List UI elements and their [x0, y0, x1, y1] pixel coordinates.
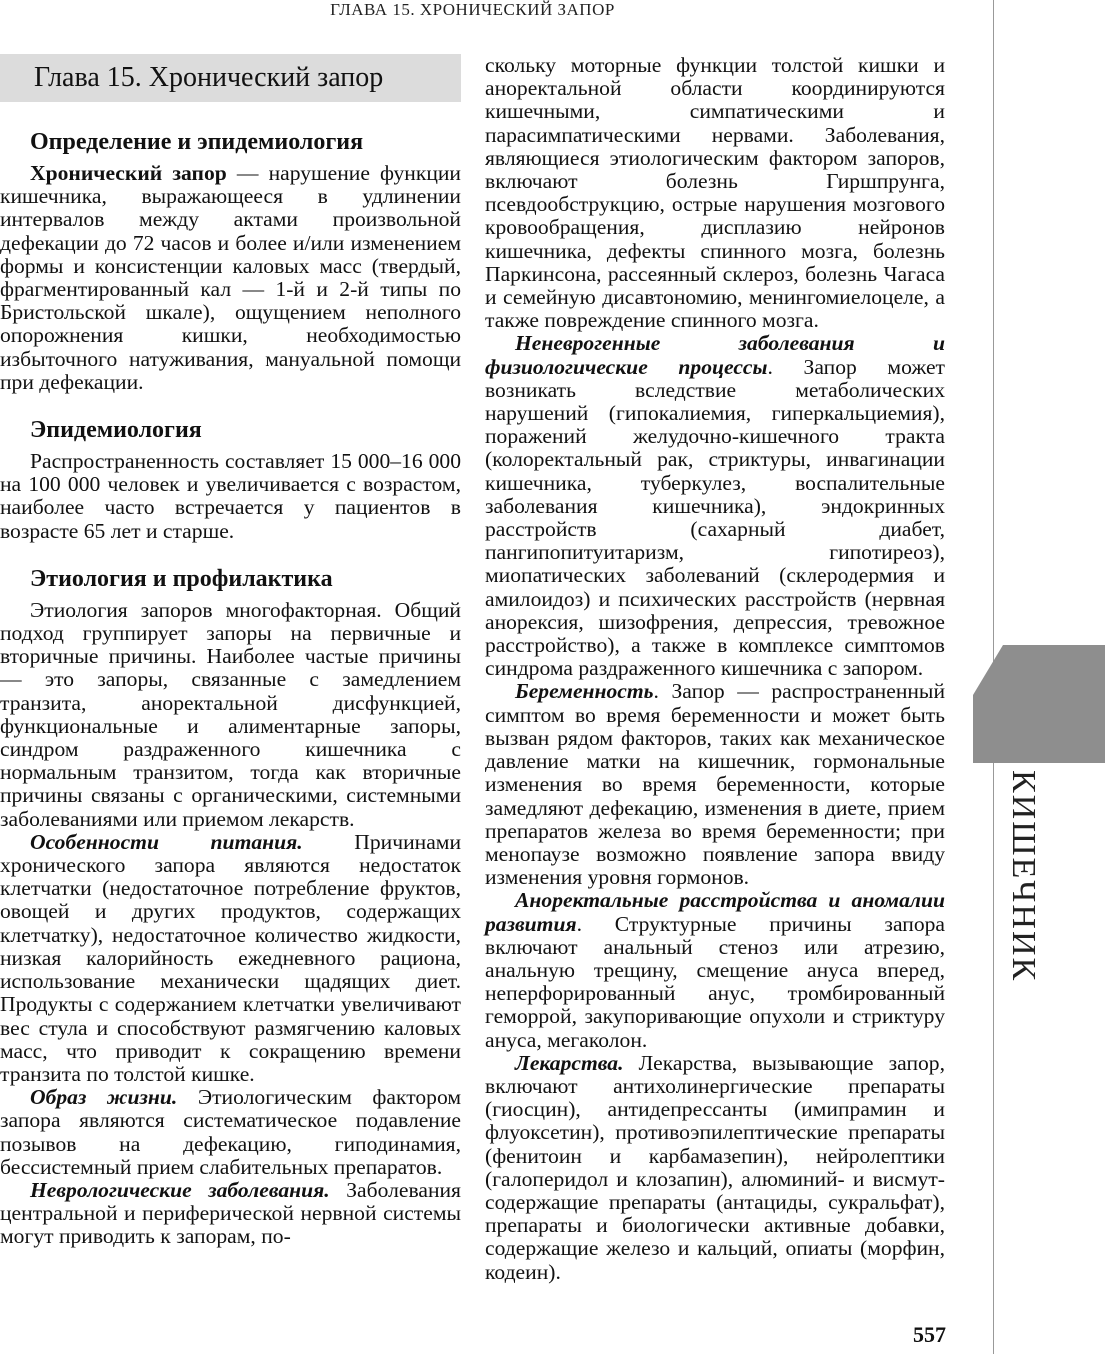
- paragraph-pregnancy: [485, 680, 945, 889]
- paragraph-text: Лекарства, вызывающие запор, включают антихолинергические препараты (гиосцин), антидепрессанты (имипрамин и флуоксетин), противоэпилептические препараты (фенитоин и карбамазепин), нейролептики (галоперидол и клозапин), алюминий- и висмут-содержащие препараты (антациды, сукральфат), препараты и биологически активные добавки, содержащие железо и кальций, опиаты (морфин, кодеин).: [485, 1050, 945, 1284]
- paragraph-text: — нарушение функции кишечника, выражающееся в удлинении интервалов между актами произвольной дефекации до 72 часов и более и/или изменением формы и консистенции каловых масс (твердый, фрагментированный кал — 1-й и 2-й типы по Бристольской шкале), ощущением неполного опорожнения кишки, необходимостью избыточного натуживания, мануальной помощи при дефекации.: [0, 161, 461, 394]
- paragraph-neurological-continued: скольку моторные функции толстой кишки и аноректальной области координируются кишечными, симпатическими и парасимпатическими нервами. Заболевания, являющиеся этиологическим фактором запоров, включают болезнь Гиршпрунга, псевдообструкцию, острые нарушения мозгового кровообращения, дисплазию нейронов кишечника, дефекты спинного мозга, болезнь Паркинсона, рассеянный склероз, болезнь Чагаса и семейную дисавтономию, менингомиелоцеле, а также повреждение спинного мозга.: [485, 53, 945, 333]
- paragraph-nutrition: [0, 831, 461, 1086]
- thumb-index-tab: [973, 645, 1105, 763]
- paragraph-non-neurogenic: [485, 332, 945, 680]
- running-head: ГЛАВА 15. ХРОНИЧЕСКИЙ ЗАПОР: [330, 0, 615, 19]
- paragraph-text: Заболевания центральной и периферической нервной системы могут приводить к запорам, по-: [0, 1177, 461, 1249]
- term-drugs: Лекарства.: [515, 1050, 624, 1075]
- paragraph-text: Причинами хронического запора являются недостаток клетчатки (недостаточное потребление фруктов, овощей и других продуктов, содержащих клетчатку), недостаточное количество жидкости, низкая калорийность ежедневного рациона, использование механически щадящих диет. Продукты с содержанием клетчатки увеличивают вес стула и способствуют размягчению каловых масс, что приводит к сокращению времени транзита по толстой кишке.: [0, 829, 461, 1086]
- paragraph-drugs: [485, 1052, 945, 1284]
- page-number: 557: [913, 1322, 946, 1347]
- term-anorectal: Аноректальные расстройства и аномалии развития: [485, 888, 945, 936]
- term-chronic-constipation: Хронический запор: [30, 161, 227, 185]
- paragraph-neurological: [0, 1179, 461, 1249]
- right-column: [485, 54, 945, 1284]
- paragraph-anorectal: [485, 889, 945, 1051]
- left-column: [0, 54, 461, 1249]
- term-nutrition: Особенности питания.: [30, 829, 303, 854]
- paragraph-text: . Структурные причины запора включают анальный стеноз или атрезию, анальную трещину, смещение ануса вперед, неперфорированный анус, тромбированный геморрой, закупоривающие опухоли и стриктуру ануса, мегаколон.: [485, 911, 945, 1052]
- paragraph-definition: [0, 162, 461, 394]
- paragraph-lifestyle: [0, 1086, 461, 1179]
- paragraph-text: . Запор может возникать вследствие метаболических нарушений (гипокалиемия, гиперкальциемия), поражений желудочно-кишечного тракта (колоректальный рак, стриктуры, инвагинации кишечника, туберкулез, воспалительные заболевания кишечника), эндокринных расстройств (сахарный диабет, пангипопитуитаризм, гипотиреоз), миопатических заболеваний (склеродермия и амилоидоз) и психических расстройств (нервная анорексия, шизофрения, депрессия, тревожное расстройство), а также в комплексе симптомов синдрома раздраженного кишечника с запором.: [485, 354, 945, 681]
- term-neurological: Неврологические заболевания.: [30, 1177, 330, 1202]
- section-heading-epidemiology: Эпидемиология: [30, 417, 202, 444]
- thumb-index-label: КИШЕЧНИК: [1005, 770, 1042, 983]
- chapter-title: Глава 15. Хронический запор: [0, 54, 461, 102]
- section-heading-etiology: Этиология и профилактика: [30, 565, 333, 592]
- term-pregnancy: Беременность: [515, 679, 654, 704]
- term-non-neurogenic: Неневрогенные заболевания и физиологические процессы: [485, 331, 945, 379]
- paragraph-etiology: Этиология запоров многофакторная. Общий подход группирует запоры на первичные и вторичные причины. Наиболее частые причины — это запоры, связанные с замедлением транзита, аноректальной дисфункцией, функциональные и алиментарные запоры, синдром раздраженного кишечника с нормальным транзитом, тогда как вторичные причины связаны с органическими, системными заболеваниями или приемом лекарств.: [0, 597, 461, 831]
- term-lifestyle: Образ жизни.: [30, 1085, 178, 1110]
- paragraph-text: Этиологическим фактором запора являются систематическое подавление позывов на дефекацию, гиподинамия, бессистемный прием слабительных препаратов.: [0, 1085, 461, 1179]
- section-heading-definition: Определение и эпидемиология: [30, 129, 364, 155]
- paragraph-text: . Запор — распространенный симптом во время беременности и может быть вызван рядом факторов, таких как механическое давление матки на кишечник, гормональные изменения во время беременности, которые замедляют дефекацию, изменения в диете, прием препаратов железа во время беременности; при менопаузе возможно появление запора ввиду изменения уровня гормонов.: [485, 679, 945, 890]
- paragraph-epidemiology: Распространенность составляет 15 000–16 000 на 100 000 человек и увеличивается с возрастом, наиболее часто встречается у пациентов в возрасте 65 лет и старше.: [0, 449, 461, 543]
